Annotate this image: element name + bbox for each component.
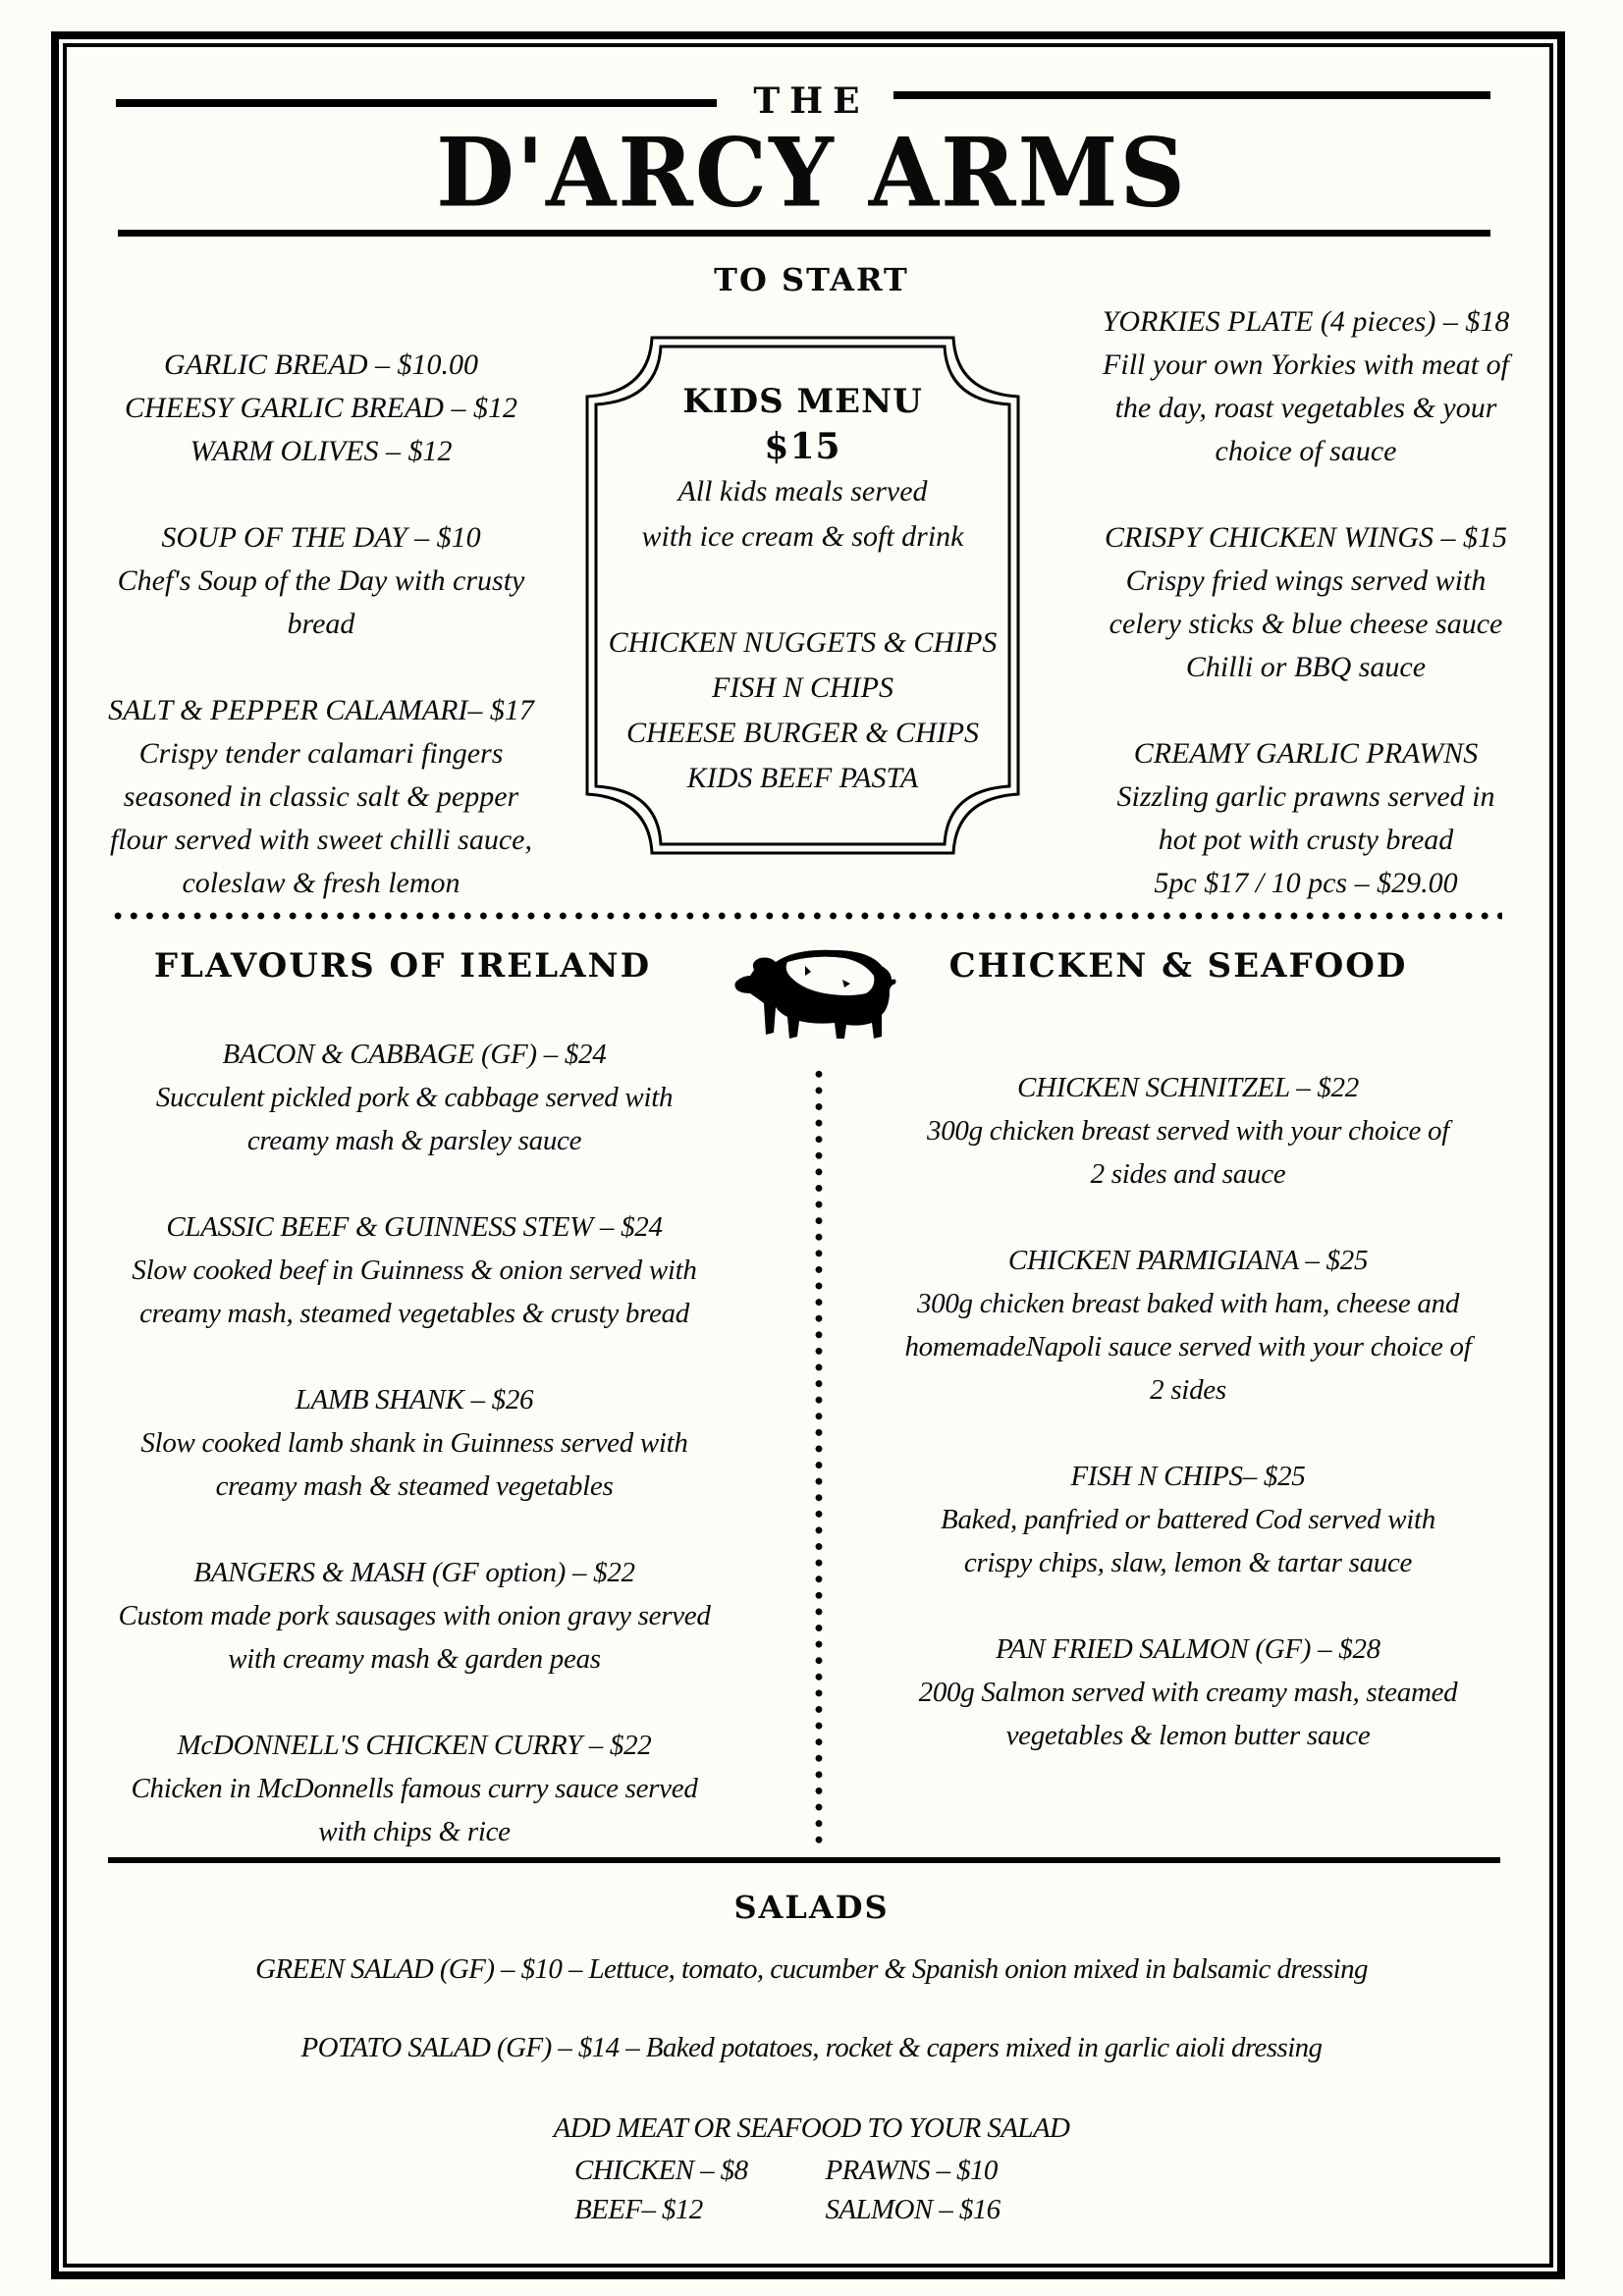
menu-item (854, 1455, 1522, 1584)
item-desc: flour served with sweet chilli sauce, (110, 824, 532, 856)
item-line: GARLIC BREAD – $10.00 (164, 348, 478, 381)
item-desc: seasoned in classic salt & pepper (123, 780, 519, 813)
addon-item: SALMON – $16 (825, 2194, 1001, 2225)
item-desc: hot pot with crusty bread (1158, 824, 1454, 856)
salads-divider (108, 1857, 1500, 1863)
item-desc: with chips & rice (318, 1816, 511, 1847)
item-desc: Fill your own Yorkies with meat of (1103, 348, 1509, 381)
item-title: McDONNELL'S CHICKEN CURRY – $22 (177, 1730, 652, 1761)
item-desc: homemadeNapoli sauce served with your choice of (904, 1331, 1472, 1362)
menu-item (90, 1033, 738, 1162)
item-title: CRISPY CHICKEN WINGS – $15 (1104, 521, 1507, 554)
item-desc: 5pc $17 / 10 pcs – $29.00 (1154, 867, 1458, 899)
kids-menu-note: All kids meals served (677, 475, 928, 507)
item-desc: Chef's Soup of the Day with crusty (117, 564, 525, 597)
to-start-heading: TO START (714, 261, 909, 298)
item-desc: Custom made pork sausages with onion gravy served (118, 1600, 711, 1631)
item-line: CHEESY GARLIC BREAD – $12 (125, 392, 517, 424)
item-desc: vegetables & lemon butter sauce (1005, 1720, 1371, 1751)
item-desc: creamy mash & steamed vegetables (215, 1470, 614, 1502)
addon-item: CHICKEN – $8 (574, 2155, 748, 2186)
item-title: LAMB SHANK – $26 (295, 1384, 534, 1415)
item-title: CHICKEN SCHNITZEL – $22 (1017, 1072, 1359, 1103)
item-title: BACON & CABBAGE (GF) – $24 (222, 1039, 607, 1070)
header-rule-bottom (118, 230, 1490, 237)
item-desc: celery sticks & blue cheese sauce (1109, 608, 1503, 640)
to-start-left-column (81, 344, 562, 948)
item-desc: the day, roast vegetables & your (1114, 392, 1497, 424)
salad-addons (550, 2151, 1100, 2229)
kids-menu-price: $15 (764, 426, 841, 467)
menu-item (854, 1239, 1522, 1412)
menu-item (90, 1378, 738, 1508)
item-desc: creamy mash, steamed vegetables & crusty bread (139, 1298, 689, 1329)
item-title: SOUP OF THE DAY – $10 (161, 521, 481, 554)
item-desc: 300g chicken breast baked with ham, cheese and (916, 1288, 1460, 1319)
item-desc: Chilli or BBQ sauce (1185, 651, 1427, 683)
menu-item (81, 689, 562, 905)
addon-item: PRAWNS – $10 (825, 2155, 998, 2186)
kids-item: KIDS BEEF PASTA (686, 762, 919, 794)
menu-item (854, 1628, 1522, 1757)
flavours-column (90, 1033, 738, 1896)
menu-item (90, 1551, 738, 1681)
item-desc: 2 sides (1150, 1374, 1226, 1406)
menu-item (1060, 516, 1551, 689)
item-desc: creamy mash & parsley sauce (246, 1125, 582, 1156)
item-desc: choice of sauce (1215, 435, 1397, 467)
item-title: CHICKEN PARMIGIANA – $25 (1007, 1245, 1369, 1276)
salad-item: POTATO SALAD (GF) – $14 – Baked potatoes, rocket & capers mixed in garlic aioli dressing (300, 2032, 1323, 2063)
item-title: BANGERS & MASH (GF option) – $22 (193, 1557, 635, 1588)
menu-item (90, 1205, 738, 1335)
menu-item (90, 1724, 738, 1853)
page-title: D'ARCY ARMS (436, 117, 1187, 229)
item-title: CREAMY GARLIC PRAWNS (1133, 737, 1479, 770)
item-desc: bread (287, 608, 355, 640)
kids-item: CHEESE BURGER & CHIPS (625, 717, 980, 749)
item-title: CLASSIC BEEF & GUINNESS STEW – $24 (166, 1211, 663, 1243)
item-desc: with creamy mash & garden peas (228, 1643, 601, 1675)
to-start-right-column (1060, 300, 1551, 948)
menu-item (854, 1066, 1522, 1196)
item-desc: Chicken in McDonnells famous curry sauce served (131, 1773, 698, 1804)
item-title: SALT & PEPPER CALAMARI– $17 (108, 694, 534, 726)
title-the: THE (753, 80, 870, 122)
kids-menu-list (583, 620, 1022, 801)
addon-row (550, 2190, 1100, 2229)
menu-item (1060, 732, 1551, 905)
item-line: WARM OLIVES – $12 (189, 435, 453, 467)
addon-row (550, 2151, 1100, 2190)
item-title: PAN FRIED SALMON (GF) – $28 (996, 1633, 1380, 1665)
dotted-divider-vertical (814, 1066, 824, 1849)
item-title: FISH N CHIPS– $25 (1070, 1461, 1306, 1492)
salad-item: GREEN SALAD (GF) – $10 – Lettuce, tomato, cucumber & Spanish onion mixed in balsamic dressing (255, 1953, 1368, 1985)
item-title: YORKIES PLATE (4 pieces) – $18 (1102, 305, 1510, 338)
chicken-seafood-column (854, 1066, 1522, 1800)
item-desc: Crispy tender calamari fingers (138, 737, 504, 770)
item-desc: Succulent pickled pork & cabbage served with (155, 1082, 674, 1113)
item-desc: Slow cooked beef in Guinness & onion served with (132, 1255, 697, 1286)
menu-item (1060, 300, 1551, 473)
item-desc: Crispy fried wings served with (1125, 564, 1487, 597)
item-desc: 200g Salmon served with creamy mash, steamed (918, 1677, 1458, 1708)
kids-menu-title: KIDS MENU (682, 382, 923, 421)
item-desc: 300g chicken breast served with your choice of (927, 1115, 1449, 1147)
menu-item (81, 516, 562, 646)
item-desc: 2 sides and sauce (1090, 1158, 1286, 1190)
kids-menu-note: with ice cream & soft drink (641, 520, 964, 553)
pig-icon (727, 933, 901, 1048)
salads-heading: SALADS (733, 1889, 890, 1926)
item-desc: crispy chips, slaw, lemon & tartar sauce (963, 1547, 1413, 1578)
dotted-divider-horizontal (110, 911, 1502, 921)
chicken-seafood-heading: CHICKEN & SEAFOOD (948, 946, 1408, 986)
menu-item (81, 344, 562, 473)
item-desc: Sizzling garlic prawns served in (1116, 780, 1495, 813)
item-desc: coleslaw & fresh lemon (182, 867, 460, 899)
salad-addon-heading: ADD MEAT OR SEAFOOD TO YOUR SALAD (553, 2112, 1070, 2144)
flavours-heading: FLAVOURS OF IRELAND (153, 946, 652, 986)
item-desc: Slow cooked lamb shank in Guinness served with (140, 1427, 688, 1459)
kids-item: CHICKEN NUGGETS & CHIPS (608, 626, 998, 659)
kids-menu (583, 379, 1022, 801)
item-desc: Baked, panfried or battered Cod served with (941, 1504, 1435, 1535)
addon-item: BEEF– $12 (574, 2194, 703, 2225)
kids-item: FISH N CHIPS (712, 671, 893, 704)
